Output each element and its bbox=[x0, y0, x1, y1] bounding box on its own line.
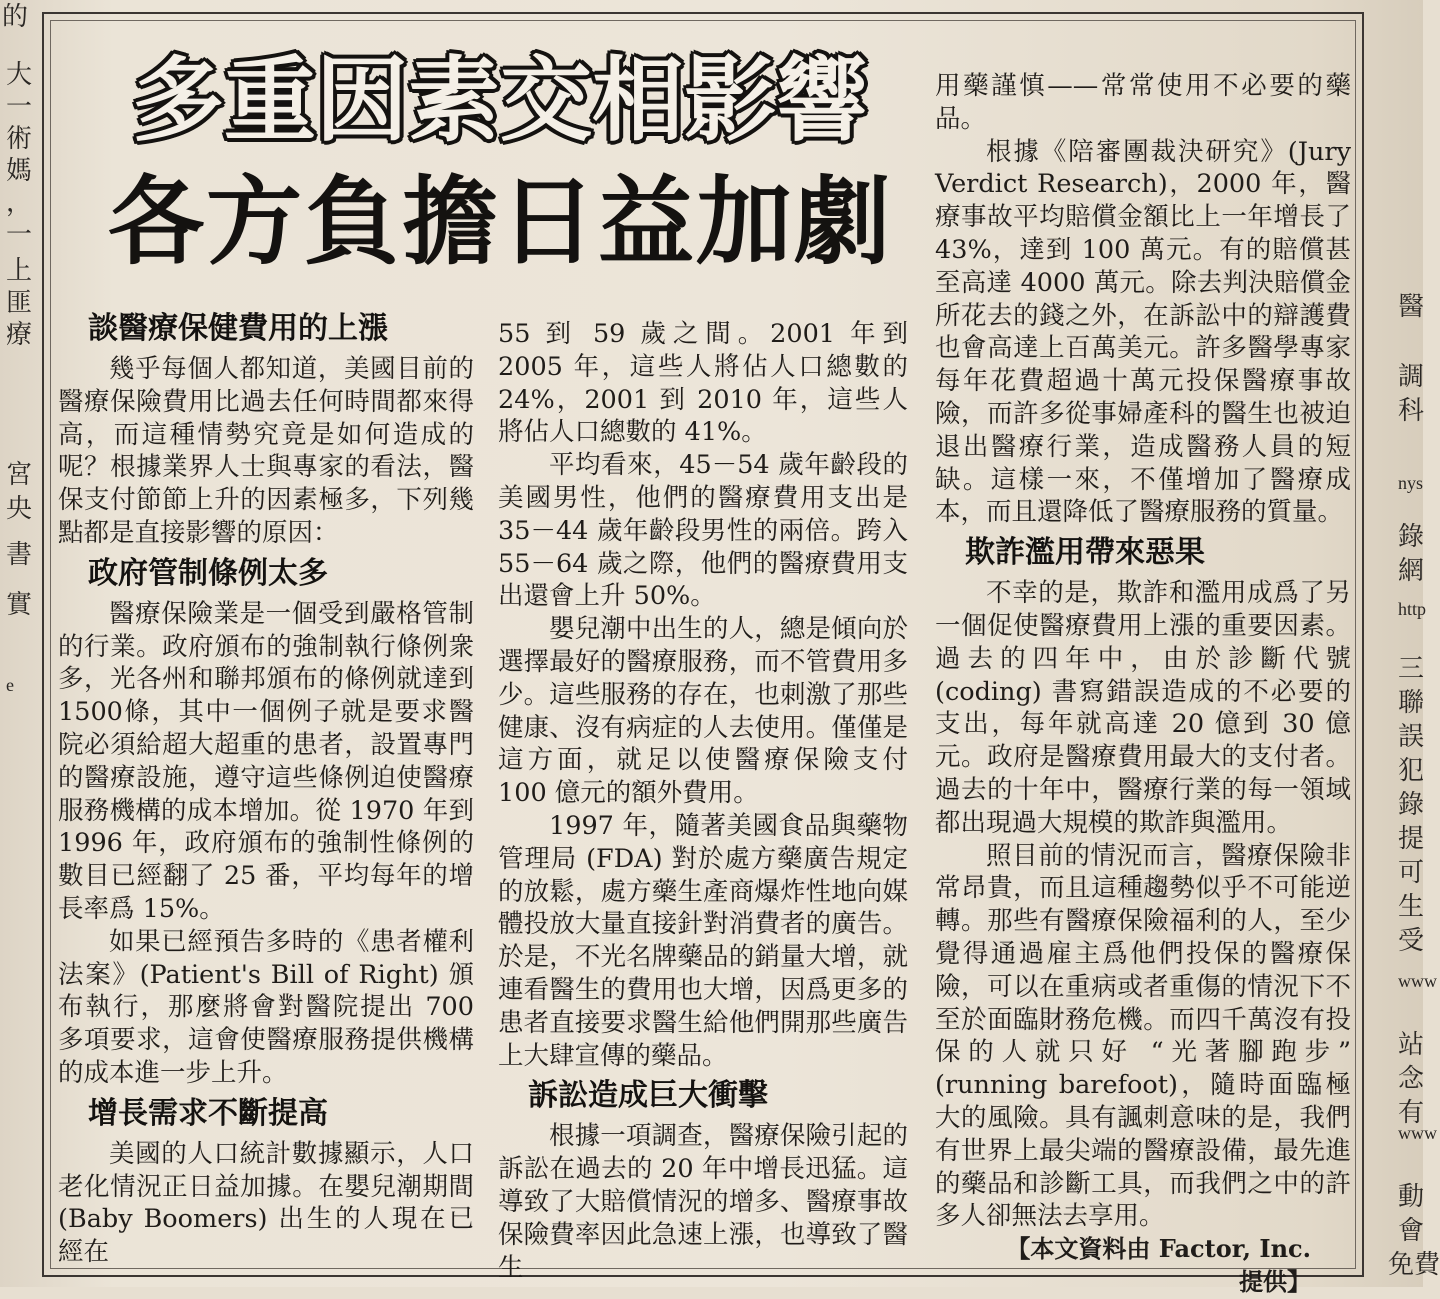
right-edge-char: nys bbox=[1398, 473, 1424, 493]
left-edge-char: 大 bbox=[6, 60, 33, 90]
right-edge-char: http bbox=[1398, 599, 1427, 619]
left-edge-char: 媽 bbox=[6, 156, 33, 186]
left-edge-char: 一 bbox=[6, 220, 33, 250]
right-edge-char: 科 bbox=[1398, 396, 1425, 426]
subheading: 欺詐濫用帶來惡果 bbox=[965, 535, 1205, 571]
paragraph: 如果已經預告多時的《患者權利法案》(Patient's Bill of Right) 頒布執行，那麼將會對醫院提出 700 多項要求，這會使醫療服務提供機構的成本進一步上升。 bbox=[58, 926, 474, 1088]
subheading: 訴訟造成巨大衝擊 bbox=[528, 1078, 768, 1114]
left-edge-char: 央 bbox=[6, 494, 33, 524]
subheading: 談醫療保健費用的上漲 bbox=[88, 311, 388, 346]
left-edge-char: 的 bbox=[2, 2, 29, 32]
right-edge-char: 網 bbox=[1398, 556, 1425, 586]
left-edge-char: 療 bbox=[6, 320, 33, 350]
source-credit: 【本文資料由 Factor, Inc. 提供】 bbox=[1006, 1234, 1311, 1296]
article-column-3 bbox=[935, 70, 1351, 1299]
paragraph: 幾乎每個人都知道，美國目前的醫療保險費用比過去任何時間都來得高，而這種情勢究竟是如何造成的呢？根據業界人士與專家的看法，醫保支付節節上升的因素極多，下列幾點都是直接影響的原因： bbox=[58, 354, 474, 548]
right-edge-char: 犯 bbox=[1398, 756, 1425, 786]
right-edge-char: 聯 bbox=[1398, 688, 1425, 718]
right-edge-char: 錄 bbox=[1398, 522, 1425, 552]
left-edge-char: ， bbox=[6, 188, 33, 218]
subheading: 增長需求不斷提高 bbox=[88, 1095, 328, 1131]
left-page-edge bbox=[0, 0, 34, 1287]
paragraph: 55 到 59 歲之間。2001 年到 2005 年，這些人將佔人口總數的 24%，2001 到 2010 年，這些人將佔人口總數的 41%。 bbox=[498, 319, 908, 448]
right-edge-char: 免費 bbox=[1388, 1250, 1440, 1280]
right-edge-char: 生 bbox=[1398, 892, 1425, 922]
right-edge-char: 可 bbox=[1398, 858, 1425, 888]
paragraph: 根據一項調查，醫療保險引起的訴訟在過去的 20 年中增長迅猛。這導致了大賠償情況的增多、醫療事故保險費率因此急速上漲，也導致了醫生 bbox=[498, 1121, 908, 1283]
right-edge-char: 醫 bbox=[1398, 292, 1425, 322]
right-edge-char: www bbox=[1398, 1123, 1437, 1143]
left-edge-char: e bbox=[6, 675, 14, 695]
subheading: 政府管制條例太多 bbox=[88, 555, 328, 591]
paragraph: 嬰兒潮中出生的人，總是傾向於選擇最好的醫療服務，而不管費用多少。這些服務的存在，也刺激了那些健康、沒有病症的人去使用。僅僅是這方面，就足以使醫療保險支付 100 億元的額外費用。 bbox=[498, 614, 908, 809]
right-edge-char: 有 bbox=[1398, 1098, 1425, 1128]
paragraph: 根據《陪審團裁決研究》(Jury Verdict Research)，2000 年，醫療事故平均賠償金額比上一年增長了 43%，達到 100 萬元。有的賠償甚至高達 4000 萬元。除去判決賠償金所花去的錢之外，在訴訟中的辯護費也會高達上百萬美元。許多醫學專家每年花費超過十萬元投保醫療事故險，而許多從事婦產科的醫生也被迫退出醫療行業，造成醫務人員的短缺。這樣一來，不僅增加了醫療成本，而且還降低了醫療服務的質量。 bbox=[935, 136, 1351, 528]
left-edge-char: 書 bbox=[6, 540, 33, 570]
paragraph: 照目前的情況而言，醫療保險非常昂貴，而且這種趨勢似乎不可能逆轉。那些有醫療保險福利的人，至少覺得通過雇主爲他們投保的醫療保險，可以在重病或者重傷的情況下不至於面臨財務危機。而四千萬沒有投保的人就只好 “光著腳跑步” (running barefoot)，隨時面臨極大的風險。具有諷刺意味的是，我們有世界上最尖端的醫療設備，最先進的藥品和診斷工具，而我們之中的許多人卻無法去享用。 bbox=[935, 840, 1351, 1232]
left-edge-char: 一 bbox=[6, 92, 33, 122]
left-edge-char: 上 bbox=[6, 256, 33, 286]
right-edge-char: 會 bbox=[1398, 1216, 1425, 1246]
right-page-edge bbox=[1368, 0, 1440, 1287]
right-edge-char: 站 bbox=[1398, 1030, 1425, 1060]
right-edge-char: 提 bbox=[1398, 824, 1425, 854]
paragraph: 平均看來，45－54 歲年齡段的美國男性，他們的醫療費用支出是 35－44 歲年齡段男性的兩倍。跨入 55－64 歲之際，他們的醫療費用支出還會上升 50%。 bbox=[498, 450, 908, 612]
right-edge-char: 念 bbox=[1398, 1064, 1425, 1094]
headline-line-1: 多重因素交相影響 bbox=[131, 47, 868, 154]
right-edge-char: 調 bbox=[1398, 362, 1425, 392]
right-edge-char: 誤 bbox=[1398, 722, 1425, 752]
paragraph: 醫療保險業是一個受到嚴格管制的行業。政府頒布的強制執行條例衆多，光各州和聯邦頒布的條例就達到1500條，其中一個例子就是要求醫院必須給超大超重的患者，設置專門的醫療設施，遵守這些條例迫使醫療服務機構的成本增加。從 1970 年到 1996 年，政府頒布的強制性條例的數目已經翻了 25 番，平均每年的增長率爲 15%。 bbox=[58, 598, 474, 924]
paragraph: 不幸的是，欺詐和濫用成爲了另一個促使醫療費用上漲的重要因素。過去的四年中，由於診斷代號 (coding) 書寫錯誤造成的不必要的支出，每年就高達 20 億到 30 億元。政府是醫療費用最大的支付者。過去的十年中，醫療行業的每一領域都出現過大規模的欺詐與濫用。 bbox=[935, 578, 1351, 838]
right-edge-char: www bbox=[1398, 971, 1437, 991]
left-edge-char: 術 bbox=[6, 124, 33, 154]
article-column-1 bbox=[58, 305, 474, 1269]
right-edge-char: 動 bbox=[1398, 1182, 1425, 1212]
right-edge-char: 受 bbox=[1398, 926, 1425, 956]
paragraph: 美國的人口統計數據顯示，人口老化情況正日益加據。在嬰兒潮期間 (Baby Boomers) 出生的人現在已經在 bbox=[58, 1138, 474, 1268]
right-edge-char: 錄 bbox=[1398, 790, 1425, 820]
headline-line-2: 各方負擔日益加劇 bbox=[108, 166, 892, 278]
left-edge-char: 匪 bbox=[6, 288, 33, 318]
paragraph: 1997 年，隨著美國食品與藥物管理局 (FDA) 對於處方藥廣告規定的放鬆，處方藥生產商爆炸性地向媒體投放大量直接針對消費者的廣告。於是，不光名牌藥品的銷量大增，就連看醫生的費用也大增，因爲更多的患者直接要求醫生給他們開那些廣告上大肆宣傳的藥品。 bbox=[498, 810, 908, 1071]
article-column-2 bbox=[498, 318, 908, 1284]
right-edge-char: 三 bbox=[1398, 654, 1425, 684]
paragraph: 用藥謹慎——常常使用不必要的藥品。 bbox=[935, 71, 1351, 134]
left-edge-char: 實 bbox=[6, 590, 33, 620]
left-edge-char: 宮 bbox=[6, 460, 33, 490]
